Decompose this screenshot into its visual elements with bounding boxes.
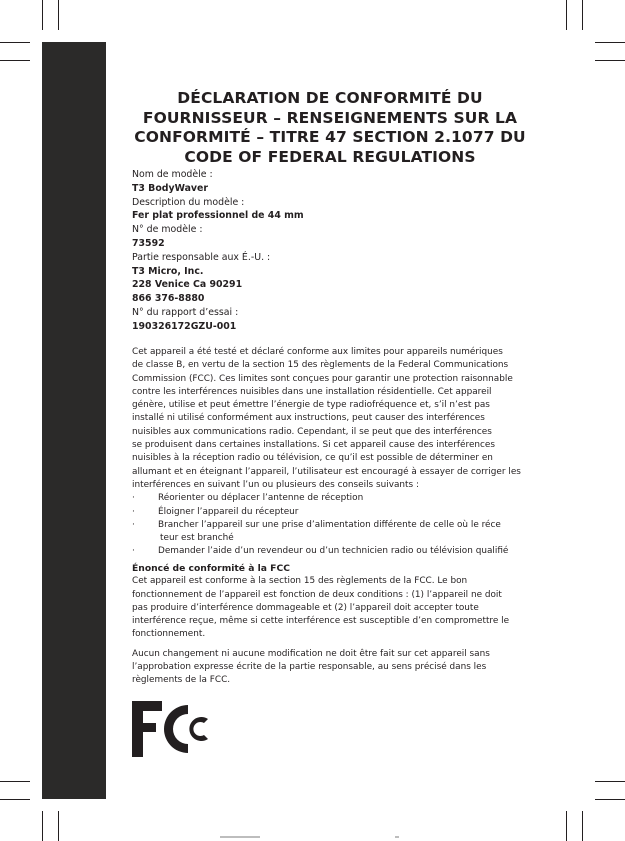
model-desc-label: Description du modèle : <box>132 196 245 208</box>
model-no-label: N° de modèle : <box>132 224 203 236</box>
page-footer-marks <box>200 832 460 840</box>
list-item-text: Demander l’aide d’un revendeur ou d’un technicien radio ou télévision qualifié <box>158 546 509 557</box>
model-desc: Fer plat professionnel de 44 mm <box>132 210 304 222</box>
model-name: T3 BodyWaver <box>132 182 209 194</box>
fcc-paragraph <box>132 648 532 688</box>
advice-list <box>132 492 532 558</box>
body-line: se produisent dans certaines installations. Si cet appareil cause des interférences <box>132 440 495 451</box>
body-line: l’approbation expresse écrite de la partie responsable, au sens précisé dans les <box>132 662 487 673</box>
model-no: 73592 <box>132 237 165 249</box>
fcc-heading: Énoncé de conformité à la FCC <box>132 563 290 574</box>
body-line: génère, utilise et peut émettre l’énergie de type radiofréquence et, s’il n’est pas <box>132 400 490 411</box>
crop-mark <box>566 811 567 841</box>
party-label: Partie responsable aux É.-U. : <box>132 251 271 263</box>
body-line: nuisibles à la réception radio ou télévision, ce qu’il est possible de déterminer en <box>132 453 493 464</box>
fcc-logo-icon <box>132 701 210 757</box>
crop-mark <box>582 0 583 30</box>
body-line: contre les interférences nuisibles dans une installation résidentielle. Cet appareil <box>132 386 492 397</box>
title-line: DÉCLARATION DE CONFORMITÉ DU <box>177 89 483 107</box>
bullet-icon: · <box>132 519 135 530</box>
crop-mark <box>582 811 583 841</box>
report-label: N° du rapport d’essai : <box>132 306 239 318</box>
crop-mark <box>595 781 625 782</box>
body-line: Aucun changement ni aucune modification ne doit être fait sur cet appareil sans <box>132 648 490 659</box>
list-item-text: Réorienter ou déplacer l’antenne de réception <box>158 493 364 504</box>
list-item <box>132 545 532 558</box>
list-item <box>132 492 532 505</box>
model-name-label: Nom de modèle : <box>132 169 213 180</box>
title-line: CONFORMITÉ – TITRE 47 SECTION 2.1077 DU <box>134 128 526 147</box>
crop-mark <box>58 0 59 30</box>
body-line: interférences en suivant l’un ou plusieurs des conseils suivants : <box>132 479 419 490</box>
body-line: règlements de la FCC. <box>132 675 231 686</box>
list-item-continuation: teur est branché <box>160 533 234 544</box>
body-line: Cet appareil a été testé et déclaré conforme aux limites pour appareils numériques <box>132 347 503 357</box>
document-title <box>125 89 535 167</box>
fcc-paragraph <box>132 575 532 641</box>
product-info <box>132 168 552 334</box>
body-line: Cet appareil est conforme à la section 15 des règlements de la FCC. Le bon <box>132 576 468 587</box>
crop-mark <box>0 781 30 782</box>
crop-mark <box>0 60 30 61</box>
bullet-icon: · <box>132 506 135 517</box>
crop-mark <box>0 42 30 43</box>
crop-mark <box>58 811 59 841</box>
crop-mark <box>595 42 625 43</box>
report-no: 190326172GZU-001 <box>132 320 237 332</box>
bullet-icon: · <box>132 493 135 504</box>
title-line: FOURNISSEUR – RENSEIGNEMENTS SUR LA <box>142 108 518 127</box>
title-line: CODE OF FEDERAL REGULATIONS <box>184 147 476 166</box>
body-line: fonctionnement. <box>132 629 206 640</box>
crop-mark <box>595 60 625 61</box>
body-line: nuisibles aux communications radio. Cependant, il se peut que des interférences <box>132 426 492 437</box>
compliance-text <box>132 346 532 559</box>
list-item-text: Éloigner l’appareil du récepteur <box>158 506 299 517</box>
list-item <box>132 506 532 519</box>
body-line: pas produire d’interférence dommageable et (2) l’appareil doit accepter toute <box>132 602 479 613</box>
body-line: installé ni utilisé conformément aux instructions, peut causer des interférences <box>132 413 485 424</box>
crop-mark <box>42 811 43 841</box>
body-line: Commission (FCC). Ces limites sont conçues pour garantir une protection raisonnable <box>132 373 513 384</box>
bullet-icon: · <box>132 546 135 557</box>
side-bar <box>42 42 106 799</box>
crop-mark <box>0 799 30 800</box>
crop-mark <box>42 0 43 30</box>
crop-mark <box>595 799 625 800</box>
list-item-text: Brancher l’appareil sur une prise d’alimentation différente de celle où le réce <box>158 519 501 530</box>
body-line: fonctionnement de l’appareil est fonction de deux conditions : (1) l’appareil ne doit <box>132 589 502 600</box>
fcc-statement <box>132 562 532 694</box>
body-line: de classe B, en vertu de la section 15 des règlements de la Federal Communications <box>132 360 509 371</box>
party-name: T3 Micro, Inc. <box>132 265 204 277</box>
party-phone: 866 376-8880 <box>132 293 205 305</box>
crop-mark <box>566 0 567 30</box>
party-address: 228 Venice Ca 90291 <box>132 279 243 291</box>
body-line: interférence reçue, même si cette interférence est susceptible d’en compromettre le <box>132 616 510 627</box>
list-item <box>132 519 532 546</box>
body-line: allumant et en éteignant l’appareil, l’utilisateur est encouragé à essayer de corriger les <box>132 466 521 477</box>
